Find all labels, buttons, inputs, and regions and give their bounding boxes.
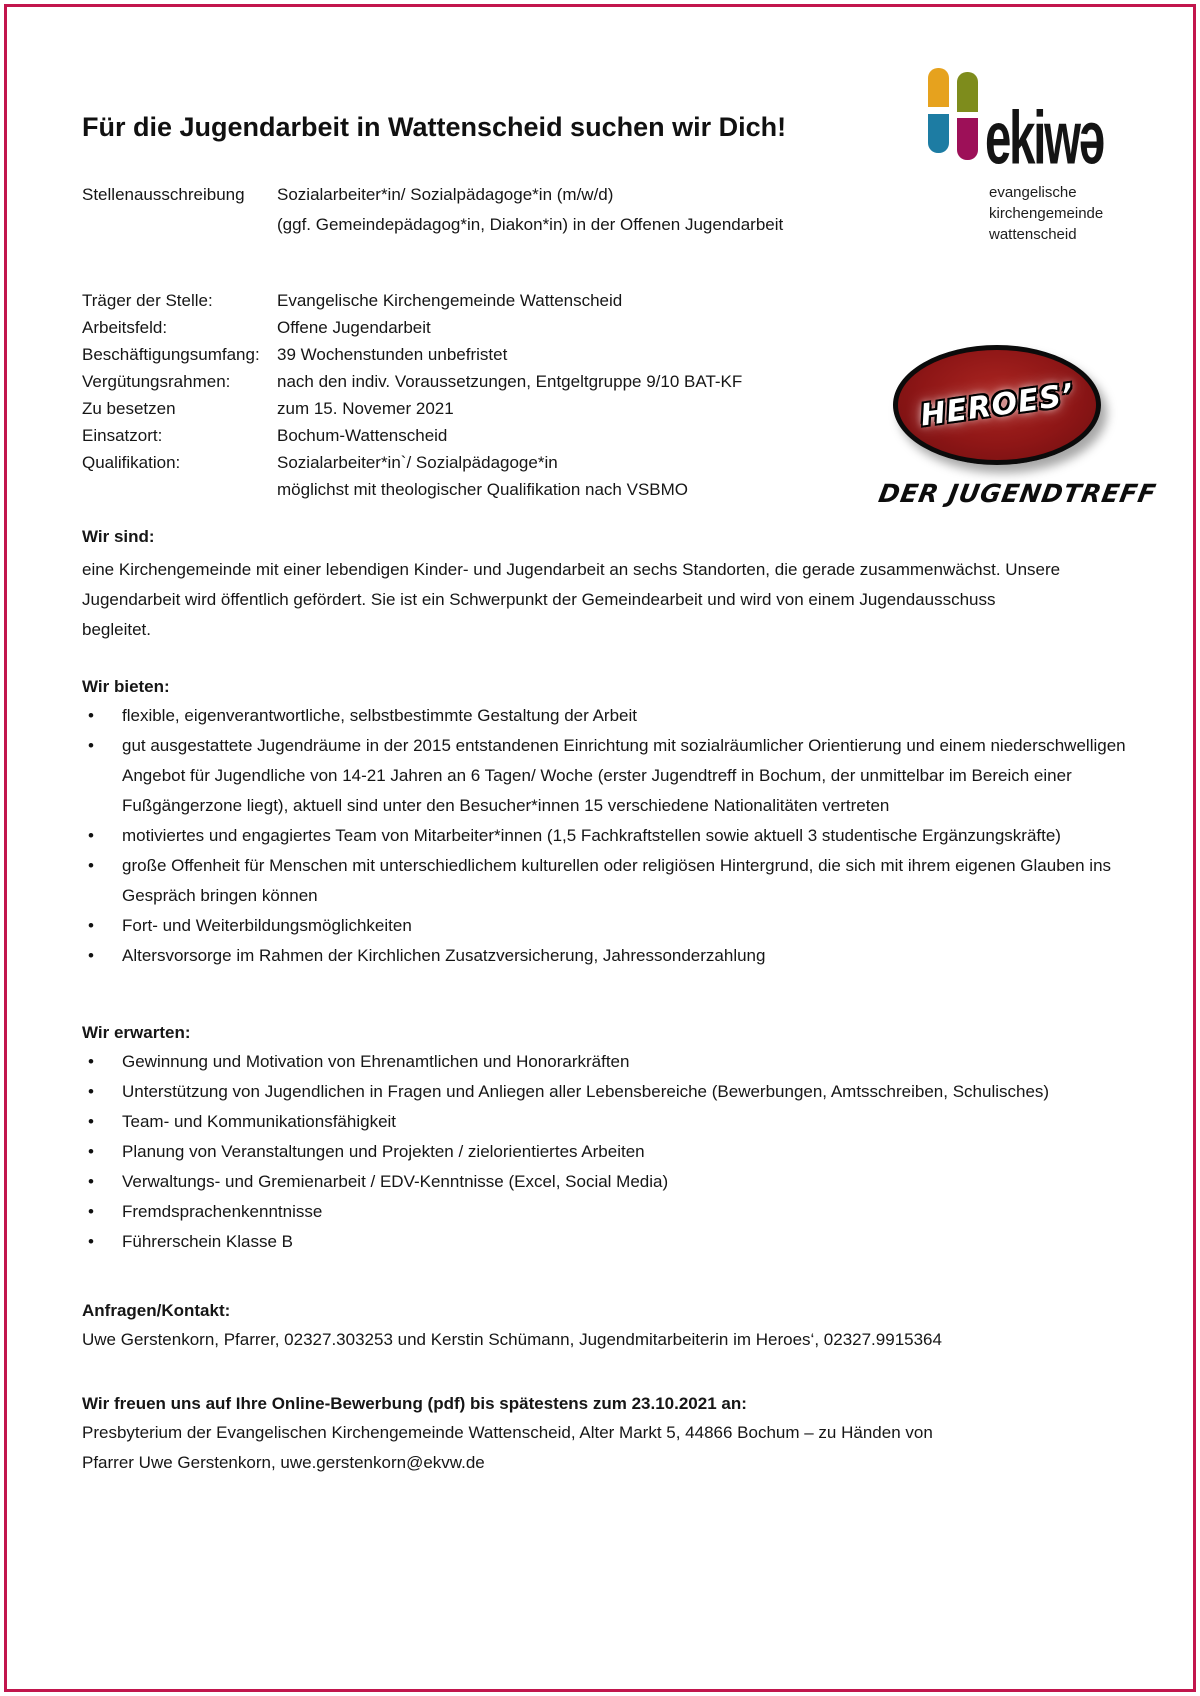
detail-value: Bochum-Wattenscheid [277, 426, 448, 445]
detail-label: Einsatzort: [82, 426, 163, 445]
heroes-caption: DER JUGENDTREFF [876, 479, 1159, 508]
detail-label [82, 476, 277, 503]
list-item: • Fort- und Weiterbildungsmöglichkeiten [82, 911, 1130, 941]
detail-label: Qualifikation: [82, 453, 181, 472]
contact-line: Uwe Gerstenkorn, Pfarrer, 02327.303253 und Kerstin Schümann, Jugendmitarbeiterin im Heroes‘, 02327.9915364 [82, 1330, 942, 1349]
detail-value: zum 15. Novemer 2021 [277, 399, 454, 418]
detail-value: Sozialarbeiter*in`/ Sozialpädagoge*in [277, 453, 558, 472]
detail-label: Zu besetzen [82, 399, 176, 418]
list-item: • Führerschein Klasse B [82, 1227, 1130, 1257]
list-item: • Team- und Kommunikationsfähigkeit [82, 1107, 1130, 1137]
document-content [82, 0, 1159, 1478]
detail-label: Träger der Stelle: [82, 291, 213, 310]
ekiwa-subtitle-line: evangelische [989, 184, 1077, 201]
list-item: • Unterstützung von Jugendlichen in Fragen und Anliegen aller Lebensbereiche (Bewerbungen, Amtsschreiben, Schulisches) [82, 1077, 1130, 1107]
job-title-line1: Sozialarbeiter*in/ Sozialpädagoge*in (m/w/d) [277, 185, 614, 204]
ekiwa-subtitle-line: kirchengemeinde [989, 205, 1104, 222]
section-heading-kontakt: Anfragen/Kontakt: [82, 1301, 231, 1320]
list-item: • gut ausgestattete Jugendräume in der 2015 entstandenen Einrichtung mit sozialräumlicher Orientierung und einem niederschwelligen Angebot für Jugendliche von 14-21 Jahren an 6 Tagen/ Woche (erster Jugendtreff in Bochum, der unmittelbar im Bereich einer Fußgängerzone liegt), aktuell sind unter den Besucher*innen 15 verschiedene Nationalitäten vertreten [82, 731, 1130, 821]
list-item: • motiviertes und engagiertes Team von Mitarbeiter*innen (1,5 Fachkraftstellen sowie aktuell 3 studentische Ergänzungskräfte) [82, 821, 1130, 851]
wir-erwarten-list [82, 1047, 1130, 1257]
page-title: Für die Jugendarbeit in Wattenscheid suchen wir Dich! [82, 112, 787, 142]
list-item: • Gewinnung und Motivation von Ehrenamtlichen und Honorarkräften [82, 1047, 1130, 1077]
detail-label: Beschäftigungsumfang: [82, 345, 260, 364]
job-announcement-label: Stellenausschreibung [82, 185, 245, 204]
detail-value: Evangelische Kirchengemeinde Wattenscheid [277, 291, 623, 310]
job-details-table [82, 287, 1130, 503]
section-heading-bewerbung: Wir freuen uns auf Ihre Online-Bewerbung (pdf) bis spätestens zum 23.10.2021 an: [82, 1394, 747, 1413]
list-item: • Fremdsprachenkenntnisse [82, 1197, 1130, 1227]
application-address-line1: Presbyterium der Evangelischen Kirchengemeinde Wattenscheid, Alter Markt 5, 44866 Bochum – zu Händen von [82, 1423, 933, 1442]
detail-value: nach den indiv. Voraussetzungen, Entgeltgruppe 9/10 BAT-KF [277, 372, 743, 391]
ekiwa-wordmark: ekiwə [985, 95, 1103, 181]
list-item: • flexible, eigenverantwortliche, selbstbestimmte Gestaltung der Arbeit [82, 701, 1130, 731]
list-item: • Altersvorsorge im Rahmen der Kirchlichen Zusatzversicherung, Jahressonderzahlung [82, 941, 1130, 971]
list-item: • Planung von Veranstaltungen und Projekten / zielorientiertes Arbeiten [82, 1137, 1130, 1167]
wir-bieten-list [82, 701, 1130, 971]
list-item: • Verwaltungs- und Gremienarbeit / EDV-Kenntnisse (Excel, Social Media) [82, 1167, 1130, 1197]
application-address-line2: Pfarrer Uwe Gerstenkorn, uwe.gerstenkorn@ekvw.de [82, 1453, 485, 1472]
detail-value: Offene Jugendarbeit [277, 318, 431, 337]
list-item: • große Offenheit für Menschen mit unterschiedlichem kulturellen oder religiösen Hintergrund, die sich mit ihrem eigenen Glauben ins Gespräch bringen können [82, 851, 1130, 911]
job-title-line2: (ggf. Gemeindepädagog*in, Diakon*in) in der Offenen Jugendarbeit [277, 215, 784, 234]
detail-label: Arbeitsfeld: [82, 318, 168, 337]
detail-value: möglichst mit theologischer Qualifikation nach VSBMO [277, 480, 689, 499]
section-heading-wir-erwarten: Wir erwarten: [82, 1023, 191, 1042]
detail-label: Vergütungsrahmen: [82, 372, 231, 391]
section-heading-wir-sind: Wir sind: [82, 527, 155, 546]
job-announcement-header [82, 180, 1130, 240]
wir-sind-paragraph: eine Kirchengemeinde mit einer lebendigen Kinder- und Jugendarbeit an sechs Standorten, die gerade zusammenwächst. Unsere Jugendarbeit wird öffentlich gefördert. Sie ist ein Schwerpunkt der Gemeindearbeit und wird von einem Jugendausschuss begleitet. [82, 560, 1061, 639]
heroes-badge-text: HEROES’ [917, 376, 1077, 434]
section-heading-wir-bieten: Wir bieten: [82, 677, 170, 696]
detail-value: 39 Wochenstunden unbefristet [277, 345, 508, 364]
job-title-lines [277, 180, 1130, 240]
ekiwa-subtitle-line: wattenscheid [989, 226, 1077, 243]
